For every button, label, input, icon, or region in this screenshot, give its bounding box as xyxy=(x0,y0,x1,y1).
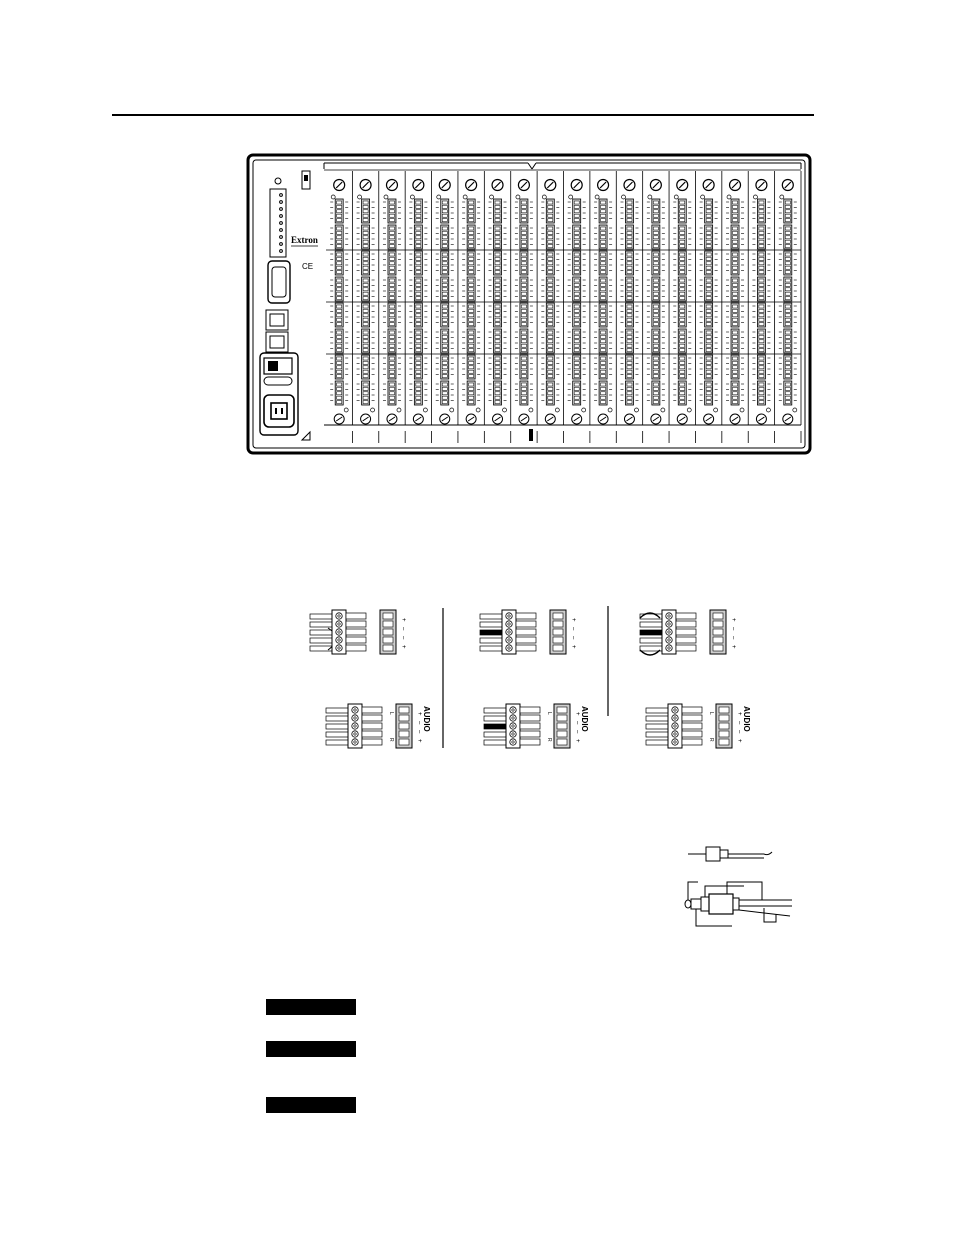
channel-left-label: L xyxy=(546,712,552,715)
header-rule xyxy=(112,114,814,116)
channel-right-label: R xyxy=(388,738,394,742)
audio-label: AUDIO xyxy=(580,706,589,732)
wiring-example xyxy=(640,610,736,655)
audio-label: AUDIO xyxy=(742,706,751,732)
channel-left-label: L xyxy=(708,712,714,715)
panel-outline xyxy=(248,155,810,453)
pin-label: – xyxy=(730,636,736,640)
wiring-example xyxy=(310,610,406,654)
pin-label: + xyxy=(736,739,742,743)
rear-panel-diagram xyxy=(246,153,812,455)
wiring-example xyxy=(646,704,751,748)
channel-right-label: R xyxy=(546,738,552,742)
pin-label: – xyxy=(400,627,406,631)
wiring-example xyxy=(480,610,576,654)
pin-label: + xyxy=(400,645,406,649)
pin-label: + xyxy=(730,618,736,622)
pin-label: – xyxy=(730,627,736,631)
pin-label: + xyxy=(400,618,406,622)
audio-label: AUDIO xyxy=(422,706,431,732)
pin-label: + xyxy=(574,712,580,716)
pin-label: – xyxy=(736,730,742,734)
pin-label: + xyxy=(736,712,742,716)
pin-label: – xyxy=(416,721,422,725)
audio-wiring-diagram xyxy=(300,598,780,758)
stereo-jack-diagram xyxy=(672,836,802,936)
pin-label: + xyxy=(416,712,422,716)
pin-label: – xyxy=(416,730,422,734)
channel-left-label: L xyxy=(388,712,394,715)
channel-right-label: R xyxy=(708,738,714,742)
pin-label: – xyxy=(574,730,580,734)
ce-mark: CE xyxy=(302,262,314,271)
wiring-example xyxy=(484,704,589,748)
wiring-example xyxy=(326,704,431,748)
section-tab xyxy=(266,999,356,1015)
section-tab xyxy=(266,1097,356,1113)
pin-label: + xyxy=(570,645,576,649)
pin-label: – xyxy=(736,721,742,725)
pin-label: – xyxy=(570,636,576,640)
pin-label: + xyxy=(574,739,580,743)
pin-label: – xyxy=(574,721,580,725)
pin-label: – xyxy=(570,627,576,631)
pin-label: + xyxy=(730,645,736,649)
pin-label: + xyxy=(416,739,422,743)
pin-label: + xyxy=(570,618,576,622)
section-tab xyxy=(266,1041,356,1057)
brand-logo: Extron xyxy=(291,235,318,245)
pin-label: – xyxy=(400,636,406,640)
